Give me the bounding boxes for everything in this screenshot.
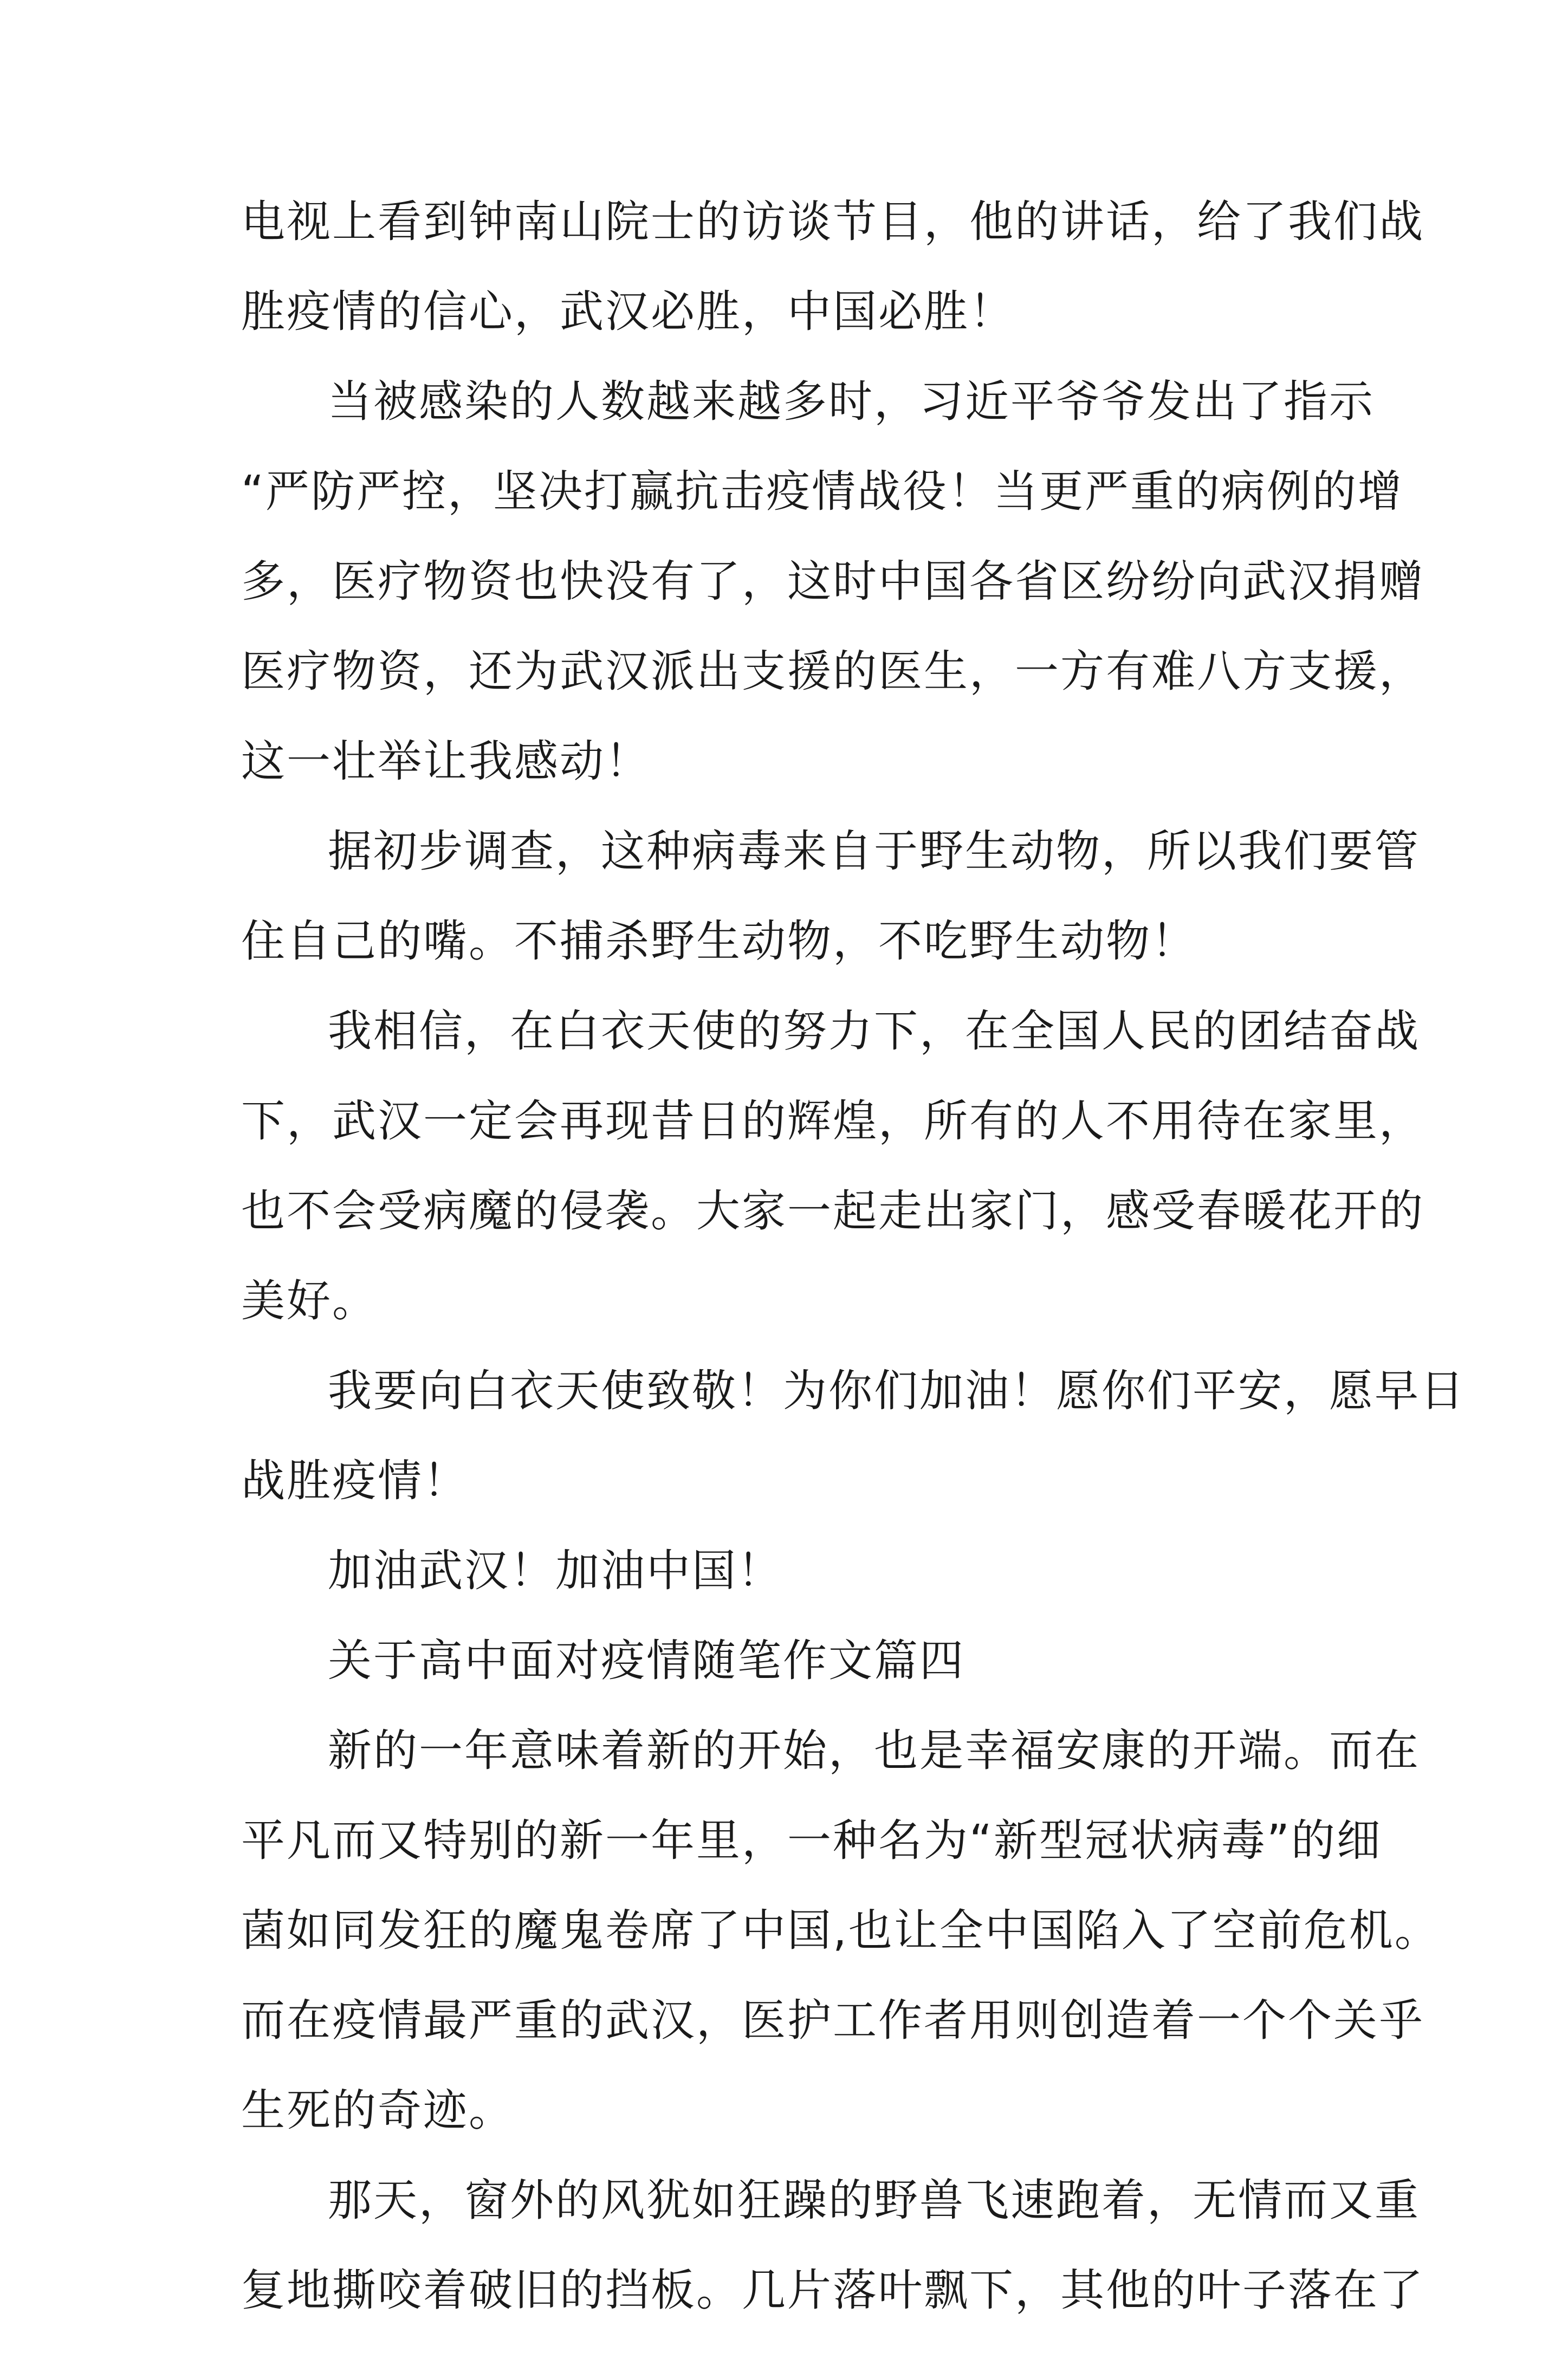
text-line: 住自己的嘴。不捕杀野生动物，不吃野生动物！: [241, 916, 1197, 967]
paragraph-first-line: 新的一年意味着新的开始，也是幸福安康的开端。而在: [328, 1726, 1421, 1777]
section-heading: 关于高中面对疫情随笔作文篇四: [328, 1636, 966, 1687]
text-line: 多，医疗物资也快没有了，这时中国各省区纷纷向武汉捐赠: [241, 556, 1425, 607]
text-line: 胜疫情的信心，武汉必胜，中国必胜！: [241, 287, 1015, 338]
paragraph-first-line: 当被感染的人数越来越多时，习近平爷爷发出了指示: [328, 377, 1375, 427]
paragraph-first-line: 加油武汉！加油中国！: [328, 1546, 783, 1597]
paragraph-first-line: 我要向白衣天使致敬！为你们加油！愿你们平安，愿早日: [328, 1366, 1466, 1417]
paragraph-first-line: 我相信，在白衣天使的努力下，在全国人民的团结奋战: [328, 1006, 1421, 1057]
text-line: 平凡而又特别的新一年里，一种名为“新型冠状病毒”的细: [241, 1816, 1382, 1867]
text-line: 复地撕咬着破旧的挡板。几片落叶飘下，其他的叶子落在了: [241, 2265, 1425, 2316]
text-line: 医疗物资，还为武汉派出支援的医生，一方有难八方支援，: [241, 646, 1425, 697]
text-line: 菌如同发狂的魔鬼卷席了中国,也让全中国陷入了空前危机。: [241, 1906, 1440, 1956]
text-line: 这一壮举让我感动！: [241, 736, 651, 787]
paragraph-first-line: 据初步调查，这种病毒来自于野生动物，所以我们要管: [328, 826, 1421, 877]
text-line: 也不会受病魔的侵袭。大家一起走出家门，感受春暖花开的: [241, 1186, 1425, 1237]
paragraph-first-line: 那天，窗外的风犹如狂躁的野兽飞速跑着，无情而又重: [328, 2175, 1421, 2226]
text-line: 生死的奇迹。: [241, 2085, 515, 2136]
essay-body: [241, 197, 1466, 2359]
text-line: 下，武汉一定会再现昔日的辉煌，所有的人不用待在家里，: [241, 1096, 1425, 1147]
text-line: “严防严控，坚决打赢抗击疫情战役！当更严重的病例的增: [241, 466, 1403, 517]
text-line: 电视上看到钟南山院士的访谈节目，他的讲话，给了我们战: [241, 197, 1425, 248]
text-line: 而在疫情最严重的武汉，医护工作者用则创造着一个个关乎: [241, 1995, 1425, 2046]
text-line: 战胜疫情！: [241, 1456, 469, 1507]
text-line: 美好。: [241, 1276, 378, 1327]
